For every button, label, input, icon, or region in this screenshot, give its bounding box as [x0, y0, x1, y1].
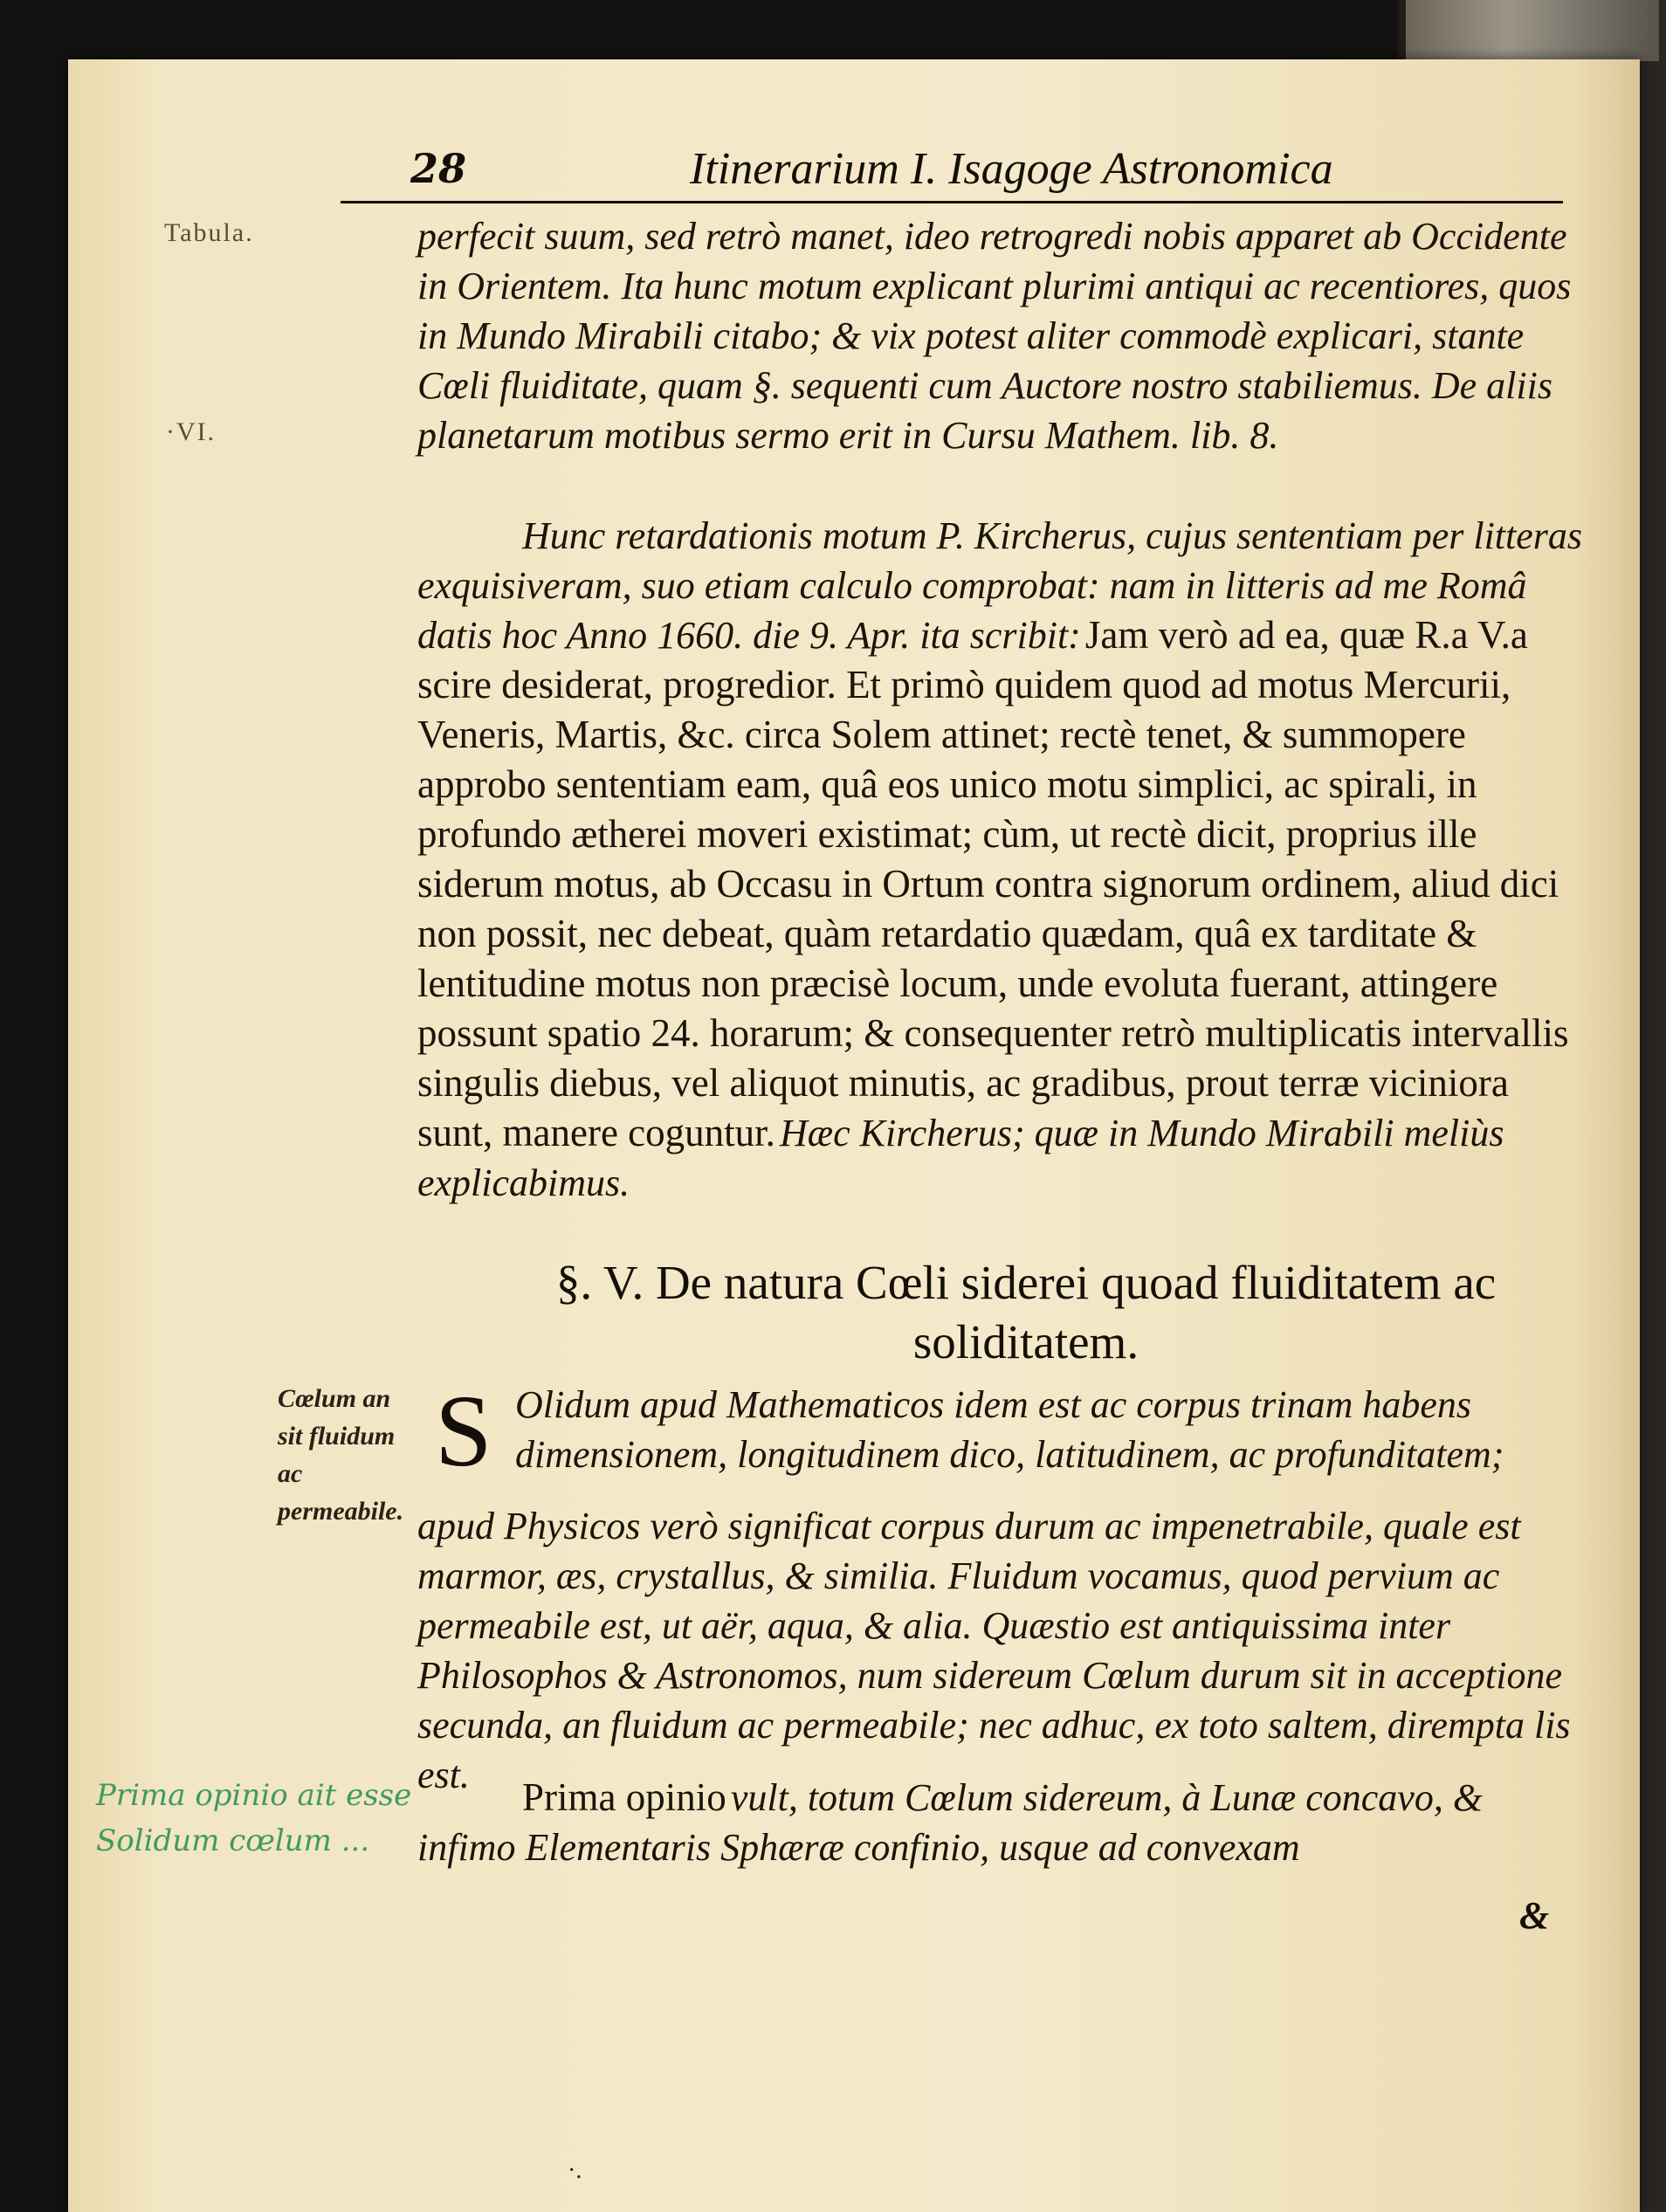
- margin-note-2: ·VI.: [166, 417, 217, 446]
- drop-cap: S: [435, 1374, 492, 1488]
- paragraph-2-end: Hæc Kircherus; quæ in Mundo Mirabili meliùs explicabimus.: [417, 1112, 1504, 1204]
- book-edge-top: [1406, 0, 1659, 61]
- page-header: [341, 96, 1563, 203]
- paragraph-3-rest: apud Physicos verò significat corpus durum ac impenetrabile, quale est marmor, æs, crystallus, & similia. Fluidum vocamus, quod pervium ac permeabile est, ut aër, aqua, & alia. Quæstio est antiquissima inter Philosophos & Astronomos, num sidereum Cœlum durum sit in acceptione secunda, an fluidum ac permeabile; nec adhuc, ex toto saltem, dirempta lis est.: [417, 1505, 1571, 1796]
- handwritten-annotation: Prima opinio ait esse Solidum cœlum ...: [96, 1778, 412, 1858]
- paragraph-3-first-lines: Olidum apud Mathematicos idem est ac corpus trinam habens dimensionem, longitudinem dico, latitudinem, ac profunditatem;: [515, 1383, 1504, 1476]
- catchword: &: [1519, 1894, 1550, 1937]
- paragraph-4-roman: Prima opinio: [522, 1775, 726, 1819]
- footer-mark: ·.: [568, 2157, 582, 2184]
- margin-note-3: Cœlum an sit fluidum ac permeabile.: [278, 1384, 404, 1526]
- paragraph-4: [417, 1773, 1587, 1872]
- paragraph-1: perfecit suum, sed retrò manet, ideo retrogredi nobis apparet ab Occidente in Orientem. Ita hunc motum explicant plurimi antiqui ac recentiores, quos in Mundo Mirabili citabo; & vix potest aliter commodè explicari, stante Cœli fluiditate, quam §. sequenti cum Auctore nostro stabiliemus. De aliis planetarum motibus sermo erit in Cursu Mathem. lib. 8.: [417, 215, 1572, 457]
- margin-note-1: Tabula.: [164, 218, 254, 247]
- section-heading: §. V. De natura Cœli siderei quoad fluiditatem ac soliditatem.: [555, 1256, 1497, 1368]
- running-title: Itinerarium I. Isagoge Astronomica: [690, 144, 1333, 194]
- paragraph-2-italic: Hunc retardationis motum P. Kircherus, cujus sententiam per litteras exquisiveram, suo etiam calculo comprobat: nam in litteris ad me Româ datis hoc Anno 1660. die 9. Apr. ita scribit:: [417, 514, 1583, 657]
- paragraph-4-italic: vult, totum Cœlum sidereum, à Lunæ concavo, & infimo Elementaris Sphæræ confinio, usque ad convexam: [417, 1776, 1484, 1869]
- paragraph-2: [417, 511, 1587, 1208]
- page-number: 28: [410, 145, 467, 192]
- paragraph-2-roman: Jam verò ad ea, quæ R.a V.a scire desiderat, progredior. Et primò quidem quod ad motus Mercurii, Veneris, Martis, &c. circa Solem attinet; rectè tenet, & summopere approbo sententiam eam, quâ eos unico motu simplici, ac spirali, in profundo ætherei moveri existimat; cùm, ut rectè dicit, proprius ille siderum motus, ab Occasu in Ortum contra signorum ordinem, aliud dici non possit, nec debeat, quàm retardatio quædam, quâ ex tarditate & lentitudine motus non præcisè locum, unde evoluta fuerant, attingere possunt spatio 24. horarum; & consequenter retrò multiplicatis intervallis singulis diebus, vel aliquot minutis, ac gradibus, prout terræ viciniora sunt, manere coguntur.: [417, 613, 1569, 1154]
